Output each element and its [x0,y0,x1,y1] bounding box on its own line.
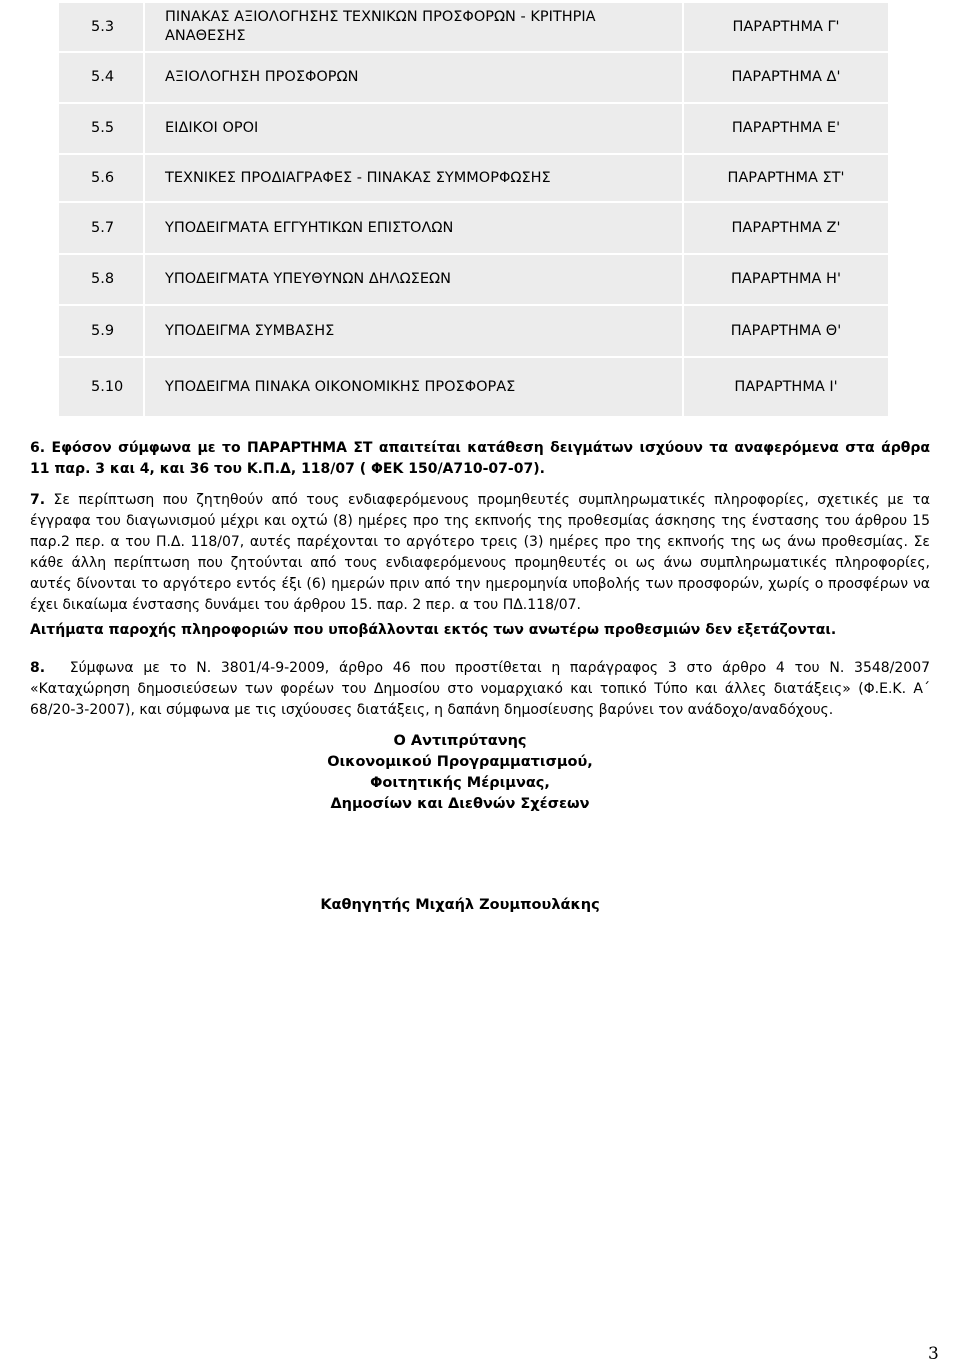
table-row [58,202,889,254]
signature-block [0,731,920,815]
signature-title: Ο Αντιπρύτανης [393,733,527,749]
paragraph-number: 7. [30,492,46,508]
annex-label: ΠΑΡΑΡΤΗΜΑ Ι' [683,357,889,417]
section-number: 5.6 [58,154,144,202]
annex-label: ΠΑΡΑΡΤΗΜΑ Ε' [683,103,889,154]
annex-label: ΠΑΡΑΡΤΗΜΑ ΣΤ' [683,154,889,202]
paragraph-8 [30,658,930,721]
section-title: ΕΙΔΙΚΟΙ ΟΡΟΙ [144,103,683,154]
table-row [58,2,889,52]
table-row [58,103,889,154]
section-number: 5.7 [58,202,144,254]
table-row [58,357,889,417]
annex-label: ΠΑΡΑΡΤΗΜΑ Θ' [683,305,889,357]
table-row [58,254,889,305]
annex-label: ΠΑΡΑΡΤΗΜΑ Δ' [683,52,889,103]
annex-label: ΠΑΡΑΡΤΗΜΑ Γ' [683,2,889,52]
section-title: ΤΕΧΝΙΚΕΣ ΠΡΟΔΙΑΓΡΑΦΕΣ - ΠΙΝΑΚΑΣ ΣΥΜΜΟΡΦΩΣΗΣ [144,154,683,202]
paragraph-text: Σύμφωνα με το Ν. 3801/4-9-2009, άρθρο 46 που προστίθεται η παράγραφος 3 στο άρθρο 4 του Ν. 3548/2007 «Καταχώρηση δημοσιεύσεων των φορέων του Δημοσίου στο νομαρχιακό και τοπικό Τύπο και άλλες διατάξεις» (Φ.Ε.Κ. Α΄ 68/20-3-2007), και σύμφωνα με τις ισχύουσες διατάξεις, η δαπάνη δημοσίευσης βαρύνει τον ανάδοχο/αναδόχους. [30,660,931,718]
page-number: 3 [928,1344,939,1364]
section-number: 5.9 [58,305,144,357]
paragraph-7 [30,490,930,616]
paragraph-number: 8. [30,660,46,676]
section-title: ΠΙΝΑΚΑΣ ΑΞΙΟΛΟΓΗΣΗΣ ΤΕΧΝΙΚΩΝ ΠΡΟΣΦΟΡΩΝ - ΚΡΙΤΗΡΙΑ ΑΝΑΘΕΣΗΣ [144,2,683,52]
signature-office: Φοιτητικής Μέριμνας, [370,775,550,791]
section-number: 5.3 [58,2,144,52]
paragraph-6 [30,438,930,480]
annex-table [57,1,890,418]
section-title: ΑΞΙΟΛΟΓΗΣΗ ΠΡΟΣΦΟΡΩΝ [144,52,683,103]
section-title: ΥΠΟΔΕΙΓΜΑ ΠΙΝΑΚΑ ΟΙΚΟΝΟΜΙΚΗΣ ΠΡΟΣΦΟΡΑΣ [144,357,683,417]
annex-label: ΠΑΡΑΡΤΗΜΑ Η' [683,254,889,305]
signature-office: Οικονομικού Προγραμματισμού, [327,754,593,770]
section-number: 5.8 [58,254,144,305]
table-row [58,305,889,357]
table-row [58,52,889,103]
section-title: ΥΠΟΔΕΙΓΜΑΤΑ ΕΓΓΥΗΤΙΚΩΝ ΕΠΙΣΤΟΛΩΝ [144,202,683,254]
section-title: ΥΠΟΔΕΙΓΜΑΤΑ ΥΠΕΥΘΥΝΩΝ ΔΗΛΩΣΕΩΝ [144,254,683,305]
notice-text: Αιτήματα παροχής πληροφοριών που υποβάλλονται εκτός των ανωτέρω προθεσμιών δεν εξετάζονται. [30,622,837,638]
signatory-name: Καθηγητής Μιχαήλ Ζουμπουλάκης [320,897,600,913]
paragraph-number: 6. [30,440,46,456]
section-number: 5.10 [58,357,144,417]
section-number: 5.5 [58,103,144,154]
paragraph-text: Σε περίπτωση που ζητηθούν από τους ενδιαφερόμενους προμηθευτές συμπληρωματικές πληροφορίες, σχετικές με τα έγγραφα του διαγωνισμού μέχρι και οχτώ (8) ημέρες προ της εκπνοής της προθεσμίας άσκησης της ένστασης του άρθρου 15 παρ.2 περ. α του Π.Δ. 118/07, αυτές παρέχονται το αργότερο τρεις (3) ημέρες προ της εκπνοής της ως άνω προθεσμίας. Σε κάθε άλλη περίπτωση που ζητούνται από τους ενδιαφερόμενους προμηθευτές οι ως άνω συμπληρωματικές πληροφορίες, αυτές δίνονται το αργότερο εντός έξι (6) ημερών πριν από την ημερομηνία υποβολής των προσφορών, χωρίς ο προσφέρων να έχει δικαίωμα ένστασης δυνάμει του άρθρου 15. παρ. 2 περ. α του ΠΔ.118/07. [30,492,930,613]
paragraph-text: Εφόσον σύμφωνα με το ΠΑΡΑΡΤΗΜΑ ΣΤ απαιτείται κατάθεση δειγμάτων ισχύουν τα αναφερόμενα στα άρθρα 11 παρ. 3 και 4, και 36 του Κ.Π.Δ, 118/07 ( ΦΕΚ 150/Α710-07-07). [30,440,931,477]
section-title: ΥΠΟΔΕΙΓΜΑ ΣΥΜΒΑΣΗΣ [144,305,683,357]
section-number: 5.4 [58,52,144,103]
signature-office: Δημοσίων και Διεθνών Σχέσεων [330,796,590,812]
annex-label: ΠΑΡΑΡΤΗΜΑ Ζ' [683,202,889,254]
table-row [58,154,889,202]
